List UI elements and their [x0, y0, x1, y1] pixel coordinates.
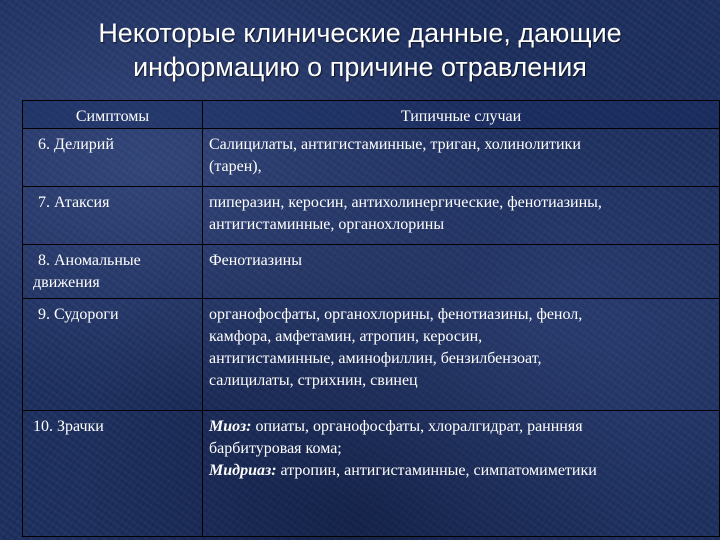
- table-row: [23, 299, 720, 411]
- cases-line: (тарен),: [209, 158, 262, 175]
- table-row: [23, 245, 720, 299]
- poisoning-data-table: [22, 100, 720, 537]
- cases-cell: [203, 245, 720, 299]
- table-row: [23, 129, 720, 187]
- miosis-line-2: барбитуровая кома;: [209, 440, 342, 457]
- cases-line: органофосфаты, органохлорины, фенотиазины, фенол,: [209, 306, 583, 323]
- table-row: [23, 411, 720, 537]
- cases-cell: [203, 129, 720, 187]
- symptom-cell: [23, 129, 203, 187]
- symptom-text-line-1: 8. Аномальные: [38, 252, 141, 269]
- symptom-cell: [23, 245, 203, 299]
- mydriasis-text: атропин, антигистаминные, симпатомиметики: [276, 462, 597, 479]
- cases-line: пиперазин, керосин, антихолинергические, фенотиазины,: [209, 194, 602, 211]
- header-symptoms: Симптомы: [23, 101, 203, 129]
- symptom-text-line-2: движения: [33, 274, 100, 291]
- slide-title-line-1: Некоторые клинические данные, дающие: [98, 18, 622, 48]
- cases-line: антигистаминные, органохлорины: [209, 216, 445, 233]
- header-typical-cases: Типичные случаи: [203, 101, 720, 129]
- cases-cell: [203, 187, 720, 245]
- slide-title: [30, 16, 690, 84]
- cases-line: салицилаты, стрихнин, свинец: [209, 372, 418, 389]
- mydriasis-label: Мидриаз:: [209, 462, 277, 479]
- miosis-line: [209, 416, 715, 438]
- miosis-text: опиаты, органофосфаты, хлоралгидрат, раннняя: [251, 418, 583, 435]
- cases-cell: [203, 411, 720, 537]
- miosis-label: Миоз:: [209, 418, 252, 435]
- slide-title-line-2: информацию о причине отравления: [133, 52, 587, 82]
- table-header-row: [23, 101, 720, 129]
- symptom-text: 10. Зрачки: [33, 418, 104, 435]
- cases-cell: [203, 299, 720, 411]
- cases-line: камфора, амфетамин, атропин, керосин,: [209, 328, 483, 345]
- symptom-cell: [23, 411, 203, 537]
- symptom-text: 6. Делирий: [38, 136, 114, 153]
- symptom-cell: [23, 299, 203, 411]
- symptom-text: 9. Судороги: [38, 306, 119, 323]
- cases-line: антигистаминные, аминофиллин, бензилбензоат,: [209, 350, 542, 367]
- cases-line: Салицилаты, антигистаминные, триган, холинолитики: [209, 136, 581, 153]
- table-row: [23, 187, 720, 245]
- symptom-cell: [23, 187, 203, 245]
- symptom-text: 7. Атаксия: [38, 194, 110, 211]
- cases-line: Фенотиазины: [209, 252, 302, 269]
- mydriasis-line: [209, 460, 715, 482]
